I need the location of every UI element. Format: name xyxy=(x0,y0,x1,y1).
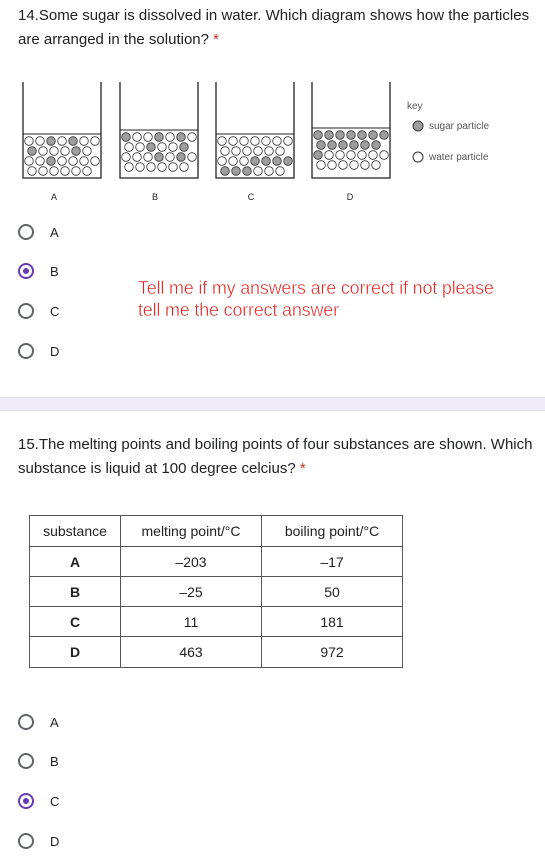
sugar-particle xyxy=(122,133,131,142)
sugar-particle xyxy=(314,151,323,160)
overlay-annotation: Tell me if my answers are correct if not please tell me the correct answer xyxy=(138,278,494,320)
q14-option-c[interactable] xyxy=(18,299,59,323)
water-particle xyxy=(91,137,100,146)
sugar-particle xyxy=(232,167,241,176)
water-particle xyxy=(188,133,197,142)
water-particle xyxy=(133,153,142,162)
table-row xyxy=(30,637,403,668)
option-label: C xyxy=(50,793,60,809)
water-particle xyxy=(284,137,293,146)
beaker-label-a: A xyxy=(50,192,58,202)
q15-option-c[interactable] xyxy=(18,789,59,813)
sugar-particle xyxy=(358,131,367,140)
water-particle xyxy=(50,147,59,156)
sugar-particle xyxy=(147,143,156,152)
question-15-title xyxy=(18,433,533,481)
cell-substance: C xyxy=(30,607,121,637)
water-particle xyxy=(347,151,356,160)
water-particle xyxy=(369,151,378,160)
substance-table xyxy=(29,515,403,668)
sugar-particle xyxy=(336,131,345,140)
water-particle xyxy=(336,151,345,160)
col-header-boiling: boiling point/°C xyxy=(262,516,403,547)
radio-icon[interactable] xyxy=(18,833,34,849)
water-particle xyxy=(125,143,134,152)
water-particle xyxy=(80,157,89,166)
radio-icon[interactable] xyxy=(18,714,34,730)
cell-boiling: 50 xyxy=(262,577,403,607)
water-particle xyxy=(39,147,48,156)
sugar-particle xyxy=(243,167,252,176)
q14-option-a[interactable] xyxy=(18,220,59,244)
cell-melting: 463 xyxy=(121,637,262,668)
water-particle xyxy=(36,157,45,166)
water-particle xyxy=(144,153,153,162)
water-particle xyxy=(358,151,367,160)
radio-icon[interactable] xyxy=(18,224,34,240)
cell-melting: 11 xyxy=(121,607,262,637)
sugar-particle xyxy=(69,137,78,146)
option-label: B xyxy=(50,263,59,279)
water-particle xyxy=(350,161,359,170)
water-particle xyxy=(262,137,271,146)
radio-icon[interactable] xyxy=(18,753,34,769)
water-particle xyxy=(61,167,70,176)
sugar-particle xyxy=(284,157,293,166)
radio-checked-icon[interactable] xyxy=(18,793,34,809)
water-particle xyxy=(144,133,153,142)
water-particle xyxy=(380,151,389,160)
required-asterisk: * xyxy=(213,31,219,48)
sugar-particle xyxy=(325,131,334,140)
beaker-label-b: B xyxy=(151,192,159,202)
key-title: key xyxy=(407,101,423,112)
beakers-group xyxy=(23,82,390,178)
water-particle xyxy=(69,157,78,166)
sugar-particle xyxy=(339,141,348,150)
q15-option-b[interactable] xyxy=(18,749,59,773)
water-particle xyxy=(218,137,227,146)
sugar-particle-icon xyxy=(413,121,423,131)
water-particle xyxy=(125,163,134,172)
water-particle xyxy=(83,167,92,176)
water-particle xyxy=(39,167,48,176)
water-particle xyxy=(72,167,81,176)
table-header-row xyxy=(30,516,403,547)
water-particle xyxy=(25,157,34,166)
sugar-particle xyxy=(361,141,370,150)
sugar-particle xyxy=(273,157,282,166)
water-particle xyxy=(232,147,241,156)
sugar-particle xyxy=(28,147,37,156)
cell-melting: –203 xyxy=(121,547,262,577)
key-sugar-label: sugar particle xyxy=(429,121,490,132)
sugar-particle xyxy=(350,141,359,150)
option-label: B xyxy=(50,753,59,769)
water-particle xyxy=(58,137,67,146)
question-14-title xyxy=(18,4,533,52)
water-particle xyxy=(25,137,34,146)
q15-option-a[interactable] xyxy=(18,710,59,734)
sugar-particle xyxy=(72,147,81,156)
option-label: A xyxy=(50,224,59,240)
water-particle xyxy=(158,163,167,172)
sugar-particle xyxy=(372,141,381,150)
radio-checked-icon[interactable] xyxy=(18,263,34,279)
water-particle xyxy=(240,157,249,166)
water-particle xyxy=(136,163,145,172)
sugar-particle xyxy=(180,143,189,152)
water-particle xyxy=(317,161,326,170)
sugar-particle xyxy=(262,157,271,166)
section-divider xyxy=(0,397,545,411)
cell-boiling: 972 xyxy=(262,637,403,668)
q14-option-b[interactable] xyxy=(18,259,59,283)
q14-option-d[interactable] xyxy=(18,339,59,363)
water-particle xyxy=(372,161,381,170)
sugar-particle xyxy=(328,141,337,150)
sugar-particle xyxy=(177,153,186,162)
water-particle xyxy=(28,167,37,176)
water-particle xyxy=(169,143,178,152)
water-particle xyxy=(83,147,92,156)
cell-substance: B xyxy=(30,577,121,607)
table-row xyxy=(30,607,403,637)
water-particle xyxy=(50,167,59,176)
water-particle xyxy=(251,137,260,146)
option-label: D xyxy=(50,833,60,849)
water-particle xyxy=(180,163,189,172)
sugar-particle xyxy=(369,131,378,140)
water-particle xyxy=(188,153,197,162)
sugar-particle xyxy=(314,131,323,140)
sugar-particle xyxy=(155,153,164,162)
water-particle xyxy=(265,167,274,176)
water-particle xyxy=(169,163,178,172)
water-particle xyxy=(91,157,100,166)
sugar-particle xyxy=(347,131,356,140)
diagram-key xyxy=(407,101,489,163)
water-particle xyxy=(328,161,337,170)
sugar-particle xyxy=(47,137,56,146)
water-particle xyxy=(229,157,238,166)
cell-substance: D xyxy=(30,637,121,668)
question-14-text: 14.Some sugar is dissolved in water. Which diagram shows how the particles are arranged in the solution? xyxy=(18,7,530,48)
key-water-label: water particle xyxy=(429,152,489,163)
water-particle xyxy=(254,147,263,156)
col-header-substance: substance xyxy=(30,516,121,547)
water-particle xyxy=(361,161,370,170)
cell-substance: A xyxy=(30,547,121,577)
water-particle xyxy=(36,137,45,146)
water-particle xyxy=(276,147,285,156)
water-particle xyxy=(243,147,252,156)
required-asterisk: * xyxy=(299,460,306,477)
water-particle xyxy=(218,157,227,166)
water-particle xyxy=(80,137,89,146)
cell-boiling: 181 xyxy=(262,607,403,637)
water-particle xyxy=(240,137,249,146)
water-particle xyxy=(325,151,334,160)
sugar-particle xyxy=(251,157,260,166)
sugar-particle xyxy=(317,141,326,150)
option-label: A xyxy=(50,714,59,730)
sugar-particle xyxy=(47,157,56,166)
water-particle xyxy=(166,153,175,162)
sugar-particle xyxy=(221,167,230,176)
particle-diagram xyxy=(0,78,545,208)
water-particle xyxy=(166,133,175,142)
cell-melting: –25 xyxy=(121,577,262,607)
table-row xyxy=(30,577,403,607)
water-particle xyxy=(229,137,238,146)
water-particle xyxy=(147,163,156,172)
sugar-particle xyxy=(155,133,164,142)
beaker-label-c: C xyxy=(247,192,255,202)
beaker-label-d: D xyxy=(346,192,354,202)
water-particle xyxy=(339,161,348,170)
water-particle xyxy=(158,143,167,152)
water-particle-icon xyxy=(413,152,423,162)
question-15-text: 15.The melting points and boiling points of four substances are shown. Which substance is liquid at 100 degree celcius? xyxy=(18,436,533,477)
cell-boiling: –17 xyxy=(262,547,403,577)
water-particle xyxy=(221,147,230,156)
radio-icon[interactable] xyxy=(18,303,34,319)
water-particle xyxy=(58,157,67,166)
radio-icon[interactable] xyxy=(18,343,34,359)
option-label: C xyxy=(50,303,60,319)
water-particle xyxy=(133,133,142,142)
water-particle xyxy=(265,147,274,156)
water-particle xyxy=(122,153,131,162)
col-header-melting: melting point/°C xyxy=(121,516,262,547)
water-particle xyxy=(254,167,263,176)
sugar-particle xyxy=(177,133,186,142)
sugar-particle xyxy=(380,131,389,140)
table-row xyxy=(30,547,403,577)
water-particle xyxy=(136,143,145,152)
water-particle xyxy=(61,147,70,156)
water-particle xyxy=(273,137,282,146)
q15-option-d[interactable] xyxy=(18,829,59,853)
water-particle xyxy=(276,167,285,176)
option-label: D xyxy=(50,343,60,359)
